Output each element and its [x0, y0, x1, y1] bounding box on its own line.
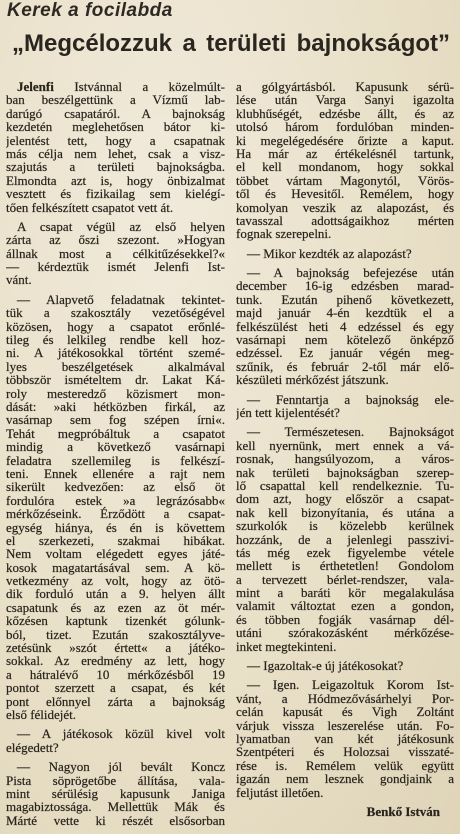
text-line: vasárnap sem fog szépen írni«. [6, 412, 225, 428]
text-line: és többen fogják vasárnap dél- [236, 611, 454, 627]
text-line: készületi mérkőzést játszunk. [236, 372, 389, 388]
paragraph [6, 727, 225, 754]
text-line: várjuk vissza leszerelése után. Fo- [236, 717, 454, 733]
text-line: feljutást illetően. [236, 784, 324, 800]
text-line: Pista söprögetőbe állítása, vala- [6, 772, 225, 788]
text-line: komolyan veszik az alapozást, és [236, 199, 454, 215]
paragraph [236, 247, 454, 260]
text-line: mint a baráti kör megalakulása [236, 585, 454, 601]
text-line: vasárnapi nem kötelező önképző [236, 332, 454, 348]
text-line: dik forduló után a 9. helyen állt [6, 586, 225, 602]
paragraph [236, 425, 454, 653]
text-line: pont előnnyel zárta a bajnokság [6, 693, 225, 709]
text-line: vánt, a Hódmezővásárhelyi Por- [236, 690, 454, 706]
text-line: — Mikor kezdték az alapozást? [247, 245, 412, 261]
text-line: mellett is érthetetlen! Gondolom [236, 558, 454, 574]
text-line: ból, tizet. Ezután szakosztályve- [6, 626, 225, 642]
text-line: nak területi bajnokságban szerep- [236, 464, 454, 480]
lead-name: Jelenfi [17, 80, 54, 94]
paragraph [236, 80, 454, 241]
text-line: edzéssel. Ez január végén meg- [236, 345, 454, 361]
text-line: mindig a következő vasárnapi [6, 439, 225, 455]
text-line: darúgó csapatáról. A bajnokság [6, 105, 225, 121]
text-line: kosok magatartásával sem. A kö- [6, 559, 225, 575]
text-line: felkészülést heti 4 edzéssel és egy [236, 318, 454, 334]
text-line: a tervezett bérlet-rendszer, vala- [236, 571, 454, 587]
text-line: zetésünk »szót értett« a játéko- [6, 640, 225, 656]
text-line: Márté vette ki részét elsősorban [6, 812, 225, 828]
text-line: szurkolók is közelebb kerülnek [236, 518, 454, 534]
text-line: mérkőzéseink. Érződött a csapat- [6, 506, 225, 522]
text-line: utáni szórakozásként mérkőzése- [236, 625, 454, 641]
text-line: vesztett és fizikailag sem kielégí- [6, 186, 225, 202]
text-line: többet vártam Magonytól, Vörös- [236, 172, 454, 188]
text-line: — A játékosok közül kivel volt [17, 726, 225, 742]
text-line: — Fenntartja a bajnokság ele- [247, 391, 454, 407]
text-line: — kérdeztük ismét Jelenfi Ist- [6, 259, 225, 275]
text-line: — Igen. Leigazoltuk Korom Ist- [247, 677, 454, 693]
text-line: dom azt, hogy először a csapat- [236, 491, 454, 507]
text-line: kell nyernünk, mert ennek a vá- [236, 437, 454, 453]
text-line: — Nagyon jól bevált Koncz [17, 759, 225, 775]
text-line: a hátralévő 10 mérkőzésből 19 [6, 666, 225, 682]
text-line: jelentést tett, hogy a csapatnak [6, 132, 225, 148]
section-kicker: Kerek a focilabda [7, 0, 173, 21]
text-column-right [236, 80, 454, 818]
text-line: nak kell bizonyítania, és utána a [236, 504, 454, 520]
text-line: jén tett kijelentését? [236, 404, 340, 420]
text-line: teni. Ennek ellenére a rajt nem [6, 465, 225, 481]
text-line: utolsó három fordulóban minden- [236, 119, 454, 135]
text-line: dását: »aki hétközben firkál, az [6, 398, 225, 414]
paragraph [6, 80, 225, 214]
text-line: — Alapvető feladatnak tekintet- [17, 291, 225, 307]
text-line: kezdetén meglehetősen bátor ki- [6, 119, 225, 135]
paragraph [6, 293, 225, 722]
text-line: től és Hevesitől. Remélem, hogy [236, 186, 454, 202]
text-line-rest: Istvánnal a közelmúlt- [74, 80, 225, 94]
paragraph [236, 266, 454, 387]
text-line [6, 80, 225, 93]
text-line: — Természetesen. Bajnokságot [247, 424, 454, 440]
text-line: magabiztossága. Mellettük Mák és [6, 799, 225, 815]
text-line: igazán nem lesznek gondjaink a [236, 771, 454, 787]
text-line: rése is. Remélem velük együtt [236, 757, 454, 773]
text-line: feladatra szellemileg is felkészí- [6, 452, 225, 468]
text-line: tük a szakosztály vezetőségével [6, 305, 225, 321]
text-line: zárta az őszi szezont. »Hogyan [6, 232, 225, 248]
text-line: — Igazoltak-e új játékosokat? [247, 658, 404, 674]
text-line: A csapat végül az első helyen [17, 218, 225, 234]
text-line: — A bajnokság befejezése után [247, 265, 454, 281]
text-line: vetkezmény az volt, hogy az ötö- [6, 573, 225, 589]
text-line: a gólgyártásból. Kapusunk sérü- [236, 80, 454, 94]
text-line: ban beszélgettünk a Vízmű lab- [6, 92, 225, 108]
text-line: sokkal. Az eredmény az lett, hogy [6, 653, 225, 669]
text-line: tás még ezek figyelembe vétele [236, 544, 454, 560]
text-line: fordulóra estek »a legrázósabb« [6, 492, 225, 508]
text-line: vánt. [6, 272, 32, 288]
text-line: többször ismételtem dr. Lakat Ká- [6, 372, 225, 388]
text-line: el kell mondanom, hogy sokkal [236, 159, 454, 175]
text-line: inket megtekinteni. [236, 638, 337, 654]
text-line: celán kapusát és Vigh Zoltánt [236, 704, 454, 720]
text-line: fognak szerepelni. [236, 226, 332, 242]
paragraph [236, 393, 454, 420]
paragraph [6, 760, 225, 827]
text-line: pontot szerzett a csapat, és két [6, 680, 225, 696]
text-line: szűnik, és február 2-től már elő- [236, 358, 454, 374]
text-line: december 16-ig edzésben marad- [236, 278, 454, 294]
text-line: tavasszal adottságaikhoz mérten [236, 212, 454, 228]
text-line: lő csapattal kell rendelkeznie. Tu- [236, 477, 454, 493]
text-line: első félidejét. [6, 706, 77, 722]
byline: Benkő István [366, 803, 440, 819]
text-line: klubhűségét, edzésbe állt, és az [236, 105, 454, 121]
text-line: valamit változtat ezen a gondon, [236, 598, 454, 614]
text-line: egység hiánya, és én is követtem [6, 519, 225, 535]
text-line: rosnak, hangsúlyozom, a város- [236, 451, 454, 467]
text-line: csapatunk és az ezen az öt mér- [6, 599, 225, 615]
text-line: hozzánk, de a jelenlegi passzivi- [236, 531, 454, 547]
text-line: lyes beszélgetések alkalmával [6, 358, 225, 374]
text-line: ki megelégedésére őrizte a kaput. [236, 132, 454, 148]
text-line: Elmondta azt is, hogy önbizalmat [6, 172, 225, 188]
text-line: majd január 4-én kezdtük el a [236, 305, 454, 321]
article-title: „Megcélozzuk a területi bajnokságot” [12, 30, 450, 57]
text-line: Tehát megpróbáltuk a csapatot [6, 425, 225, 441]
text-line: tunk. Ezután pihenő következett, [236, 291, 454, 307]
text-line: roly mesteredző közismert mon- [6, 385, 225, 401]
text-line: szajutás a területi bajnokságba. [6, 159, 225, 175]
paragraph [236, 678, 454, 799]
text-line: más célja nem lehet, csak a visz- [6, 145, 225, 161]
paragraph [6, 220, 225, 287]
text-line: lése után Varga Sanyi igazolta [236, 92, 454, 108]
text-line: közösen, hogy a csapatot erőnlé- [6, 318, 225, 334]
text-line: Nem voltam elégedett egyes játé- [6, 546, 225, 562]
text-line: mint sérülésig kapusunk Janiga [6, 785, 225, 801]
text-column-left [6, 80, 225, 827]
text-line: sikerült kedvezően: az első öt [6, 479, 225, 495]
text-line: Ha már az értékelésnél tartunk, [236, 145, 454, 161]
text-line: Szentpéteri és Holozsai visszaté- [236, 744, 454, 760]
text-line: tően felkészített csapatot vett át. [6, 199, 174, 215]
text-line: lyamatban van két játékosunk [236, 730, 454, 746]
text-line: tileg és lelkileg rendbe kell hoz- [6, 332, 225, 348]
paragraph [236, 659, 454, 672]
text-line: kőzésen kaptunk tizenkét gólunk- [6, 613, 225, 629]
text-line: ni. A játékosokkal történt szemé- [6, 345, 225, 361]
text-line: állnak most a célkitűzésekkel?« [6, 245, 225, 261]
text-line: elégedett? [6, 739, 59, 755]
text-line: el szerkezeti, szakmai hibákat. [6, 532, 225, 548]
